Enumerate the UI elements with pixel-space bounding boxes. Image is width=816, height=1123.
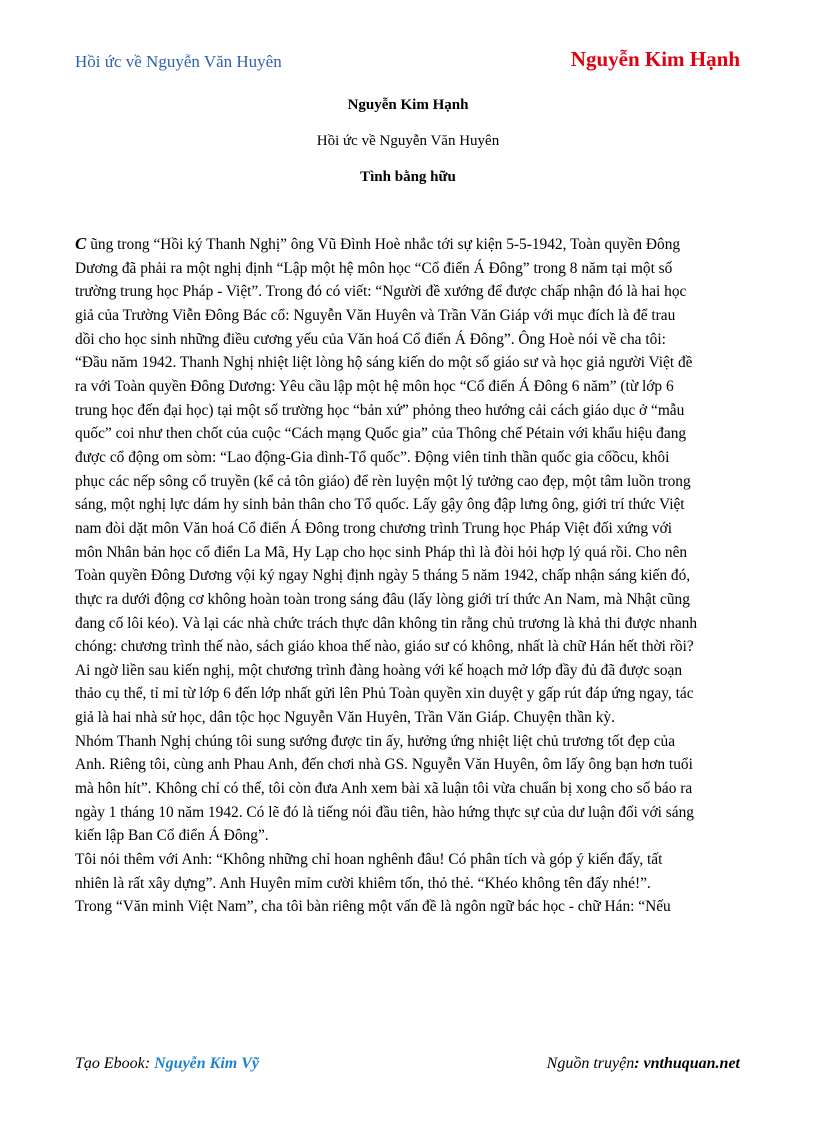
body-line: quốc” coi như then chốt của cuộc “Cách mạng Quốc gia” của Thông chế Pétain với khẩu hiệu đang bbox=[75, 425, 687, 443]
body-line: Dương đã phải ra một nghị định “Lập một hệ môn học “Cổ điển Á Đông” trong 8 năm tại một số bbox=[75, 259, 673, 277]
document-title: Hồi ức về Nguyễn Văn Huyên bbox=[316, 133, 500, 149]
body-line: Nhóm Thanh Nghị chúng tôi sung sướng được tin ấy, hưởng ứng nhiệt liệt chủ trương tốt đẹp của bbox=[75, 732, 676, 750]
body-line: Ai ngờ liền sau kiến nghị, một chương trình đàng hoàng với kế hoạch mở lớp đầy đủ đã được soạn bbox=[75, 661, 683, 679]
body-line: nam đòi dặt môn Văn hoá Cổ điển Á Đông trong chương trình Trung học Pháp Việt đối xứng với bbox=[75, 519, 673, 537]
body-line: thảo cụ thể, tỉ mỉ từ lớp 6 đến lớp nhất gửi lên Phủ Toàn quyền xin duyệt y gấp rút đáp ứng ngay, tác bbox=[75, 685, 694, 703]
document-author: Nguyễn Kim Hạnh bbox=[347, 97, 469, 113]
body-line: Trong “Văn minh Việt Nam”, cha tôi bàn riêng một vấn đề là ngôn ngữ bác học - chữ Hán: “Nếu bbox=[75, 898, 671, 916]
body-line: Toàn quyền Đông Dương vội ký ngay Nghị định ngày 5 tháng 5 năm 1942, chấp nhận sáng kiến đó, bbox=[75, 567, 691, 585]
body-line: “Đầu năm 1942. Thanh Nghị nhiệt liệt lòng hộ sáng kiến do một số giáo sư và học giả người Việt đề bbox=[75, 354, 693, 372]
body-line: Tôi nói thêm với Anh: “Không những chỉ hoan nghênh đâu! Có phân tích và góp ý kiến đấy, tất bbox=[75, 851, 663, 869]
body-text bbox=[75, 232, 741, 919]
running-header-title: Hồi ức về Nguyễn Văn Huyên bbox=[75, 52, 282, 71]
body-line: kiến lập Ban Cổ điển Á Đông”. bbox=[75, 827, 269, 845]
body-line: phục các nếp sông cổ truyền (kể cả tôn giáo) để rèn luyện một lý tưởng cao đẹp, một tâm luồn trong bbox=[75, 472, 691, 490]
title-block bbox=[0, 96, 816, 186]
footer-ebook-label: Tạo Ebook bbox=[75, 1055, 145, 1072]
body-line: chóng: chương trình thế nào, sách giáo khoa thế nào, giáo sư có không, nhất là chữ Hán hết thời rồi? bbox=[75, 638, 694, 656]
footer-source-label: Nguồn truyện bbox=[546, 1055, 635, 1072]
running-header-author: Nguyễn Kim Hạnh bbox=[570, 47, 740, 71]
body-line: Anh. Riêng tôi, cùng anh Phau Anh, đến chơi nhà GS. Nguyễn Văn Huyên, ôm lấy ông bạn hơn tuổi bbox=[75, 756, 693, 774]
footer-source-name: vnthuquan.net bbox=[643, 1055, 740, 1072]
body-line: giả của Trường Viễn Đông Bác cổ: Nguyễn Văn Huyên và Trần Văn Giáp với mục đích là để trau bbox=[75, 306, 676, 324]
body-line: thực ra dưới động cơ không hoàn toàn trong sáng đâu (lấy lòng giới trí thức An Nam, mà Nhật cũng bbox=[75, 590, 690, 608]
body-line: ngày 1 tháng 10 năm 1942. Có lẽ đó là tiếng nói đầu tiên, hào hứng thực sự của dư luận đối với sáng bbox=[75, 803, 694, 821]
body-line: trung học đến đại học) tại một số trường học “bản xứ” phỏng theo hướng cải cách giáo dục ở “mẫu bbox=[75, 401, 685, 419]
body-line: môn Nhân bản học cổ điển La Mã, Hy Lạp cho học sinh Pháp thì là đòi hỏi hợp lý quá rồi. Cho nên bbox=[75, 543, 688, 561]
body-line: nhiên là rất xây dựng”. Anh Huyên mỉm cười khiêm tốn, thỏ thẻ. “Khéo không tên đấy nhé!”. bbox=[75, 874, 651, 892]
footer-ebook-name: Nguyễn Kim Vỹ bbox=[154, 1055, 259, 1072]
body-line: giả là hai nhà sử học, dân tộc học Nguyễn Văn Huyên, Trần Văn Giáp. Chuyện thần kỳ. bbox=[75, 709, 615, 727]
footer-ebook-sep: : bbox=[144, 1055, 155, 1072]
body-line: sáng, một nghị lực dám hy sinh bản thân cho Tổ quốc. Lấy gậy ông đập lưng ông, giới trí thức Việt bbox=[75, 496, 685, 514]
body-line: dồi cho học sinh những điều cương yếu của Văn hoá Cổ điển Á Đông”. Ông Hoè nói về cha tôi: bbox=[75, 330, 666, 348]
body-line-text: ũng trong “Hồi ký Thanh Nghị” ông Vũ Đình Hoè nhắc tới sự kiện 5-5-1942, Toàn quyền Đông bbox=[86, 236, 681, 253]
body-line: trường trung học Pháp - Việt”. Trong đó có viết: “Người đề xướng để được chấp nhận đó là hai học bbox=[75, 283, 687, 301]
footer-source-sep: : bbox=[634, 1055, 644, 1072]
footer-ebook-credit bbox=[75, 1055, 259, 1073]
body-line: đang cố lôi kéo). Và lại các nhà chức trách thực dân không tin rằng chủ trương là khả thi được nhanh bbox=[75, 614, 698, 632]
drop-cap: C bbox=[75, 234, 87, 253]
footer-source-credit bbox=[547, 1055, 740, 1073]
body-line bbox=[75, 232, 741, 257]
body-line: mà hôn hít”. Không chỉ có thế, tôi còn đưa Anh xem bài xã luận tôi vừa chuẩn bị xong cho số báo ra bbox=[75, 780, 693, 798]
body-line: ra với Toàn quyền Đông Dương: Yêu cầu lập một hệ môn học “Cổ điển Á Đông 6 năm” (từ lớp 6 bbox=[75, 377, 674, 395]
chapter-title: Tình bằng hữu bbox=[360, 169, 456, 185]
body-line: được cổ động om sòm: “Lao động-Gia dình-Tổ quốc”. Động viên tinh thần quốc gia cổồcu, khôi bbox=[75, 448, 670, 466]
